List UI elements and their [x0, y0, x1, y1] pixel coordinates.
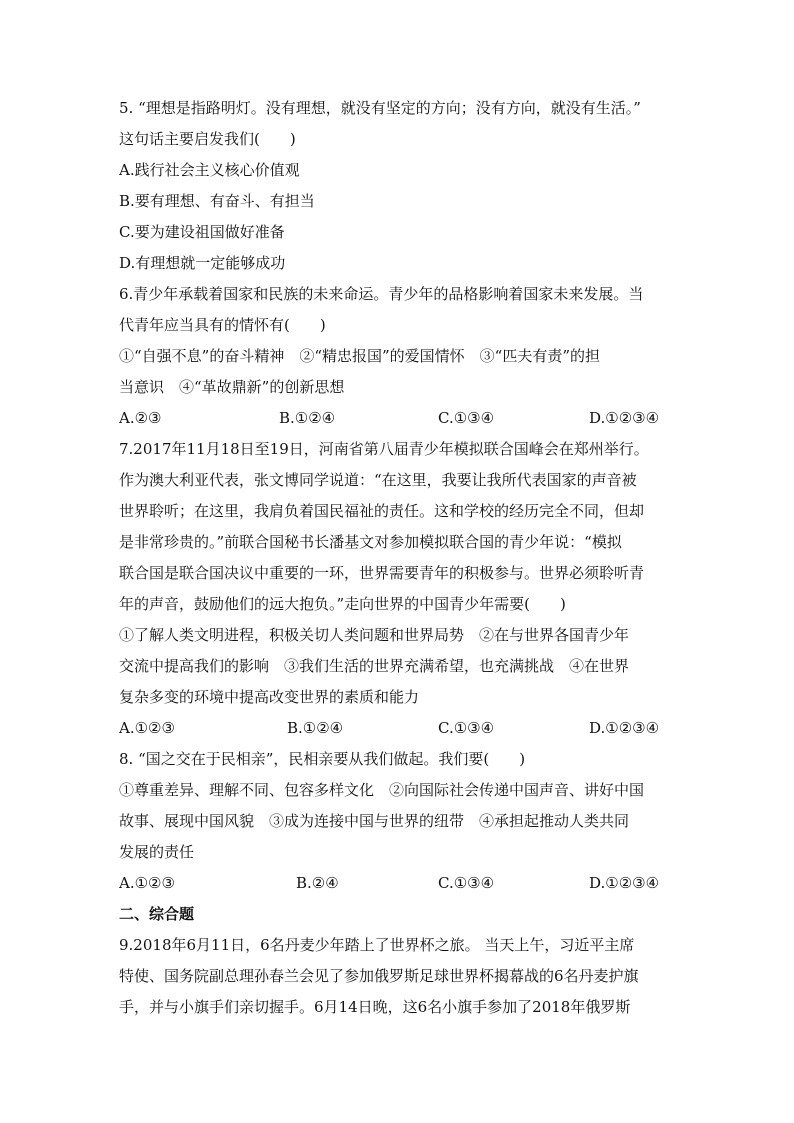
- question-stem-line: 是非常珍贵的。”前联合国秘书长潘基文对参加模拟联合国的青少年说：“模拟: [119, 533, 622, 551]
- option-a: A.②③: [119, 409, 162, 427]
- option-b: B.①②④: [279, 409, 336, 427]
- question-6: [119, 279, 679, 434]
- question-statement-line: 当意识 ④“革故鼎新”的创新思想: [119, 378, 345, 396]
- question-7: [119, 434, 679, 744]
- question-stem-line: 9.2018年6月11日，6名丹麦少年踏上了世界杯之旅。 当天上午，习近平主席: [119, 936, 635, 954]
- question-statement-line: 复杂多变的环境中提高改变世界的素质和能力: [119, 688, 420, 706]
- question-stem-line: 5. “理想是指路明灯。没有理想，就没有坚定的方向；没有方向，就没有生活。”: [119, 99, 641, 117]
- question-stem-line: 这句话主要启发我们( ): [119, 130, 296, 148]
- options-row: [119, 868, 679, 899]
- question-stem-line: 世界聆听；在这里，我肩负着国民福祉的责任。这和学校的经历完全不同，但却: [119, 502, 645, 520]
- question-statement-line: 交流中提高我们的影响 ③我们生活的世界充满希望，也充满挑战 ④在世界: [119, 657, 630, 675]
- option-c: C.①③④: [438, 874, 495, 892]
- question-statement-line: 故事、展现中国风貌 ③成为连接中国与世界的纽带 ④承担起推动人类共同: [119, 812, 630, 830]
- question-8: [119, 744, 679, 899]
- question-stem-line: 年的声音，鼓励他们的远大抱负。”走向世界的中国青少年需要( ): [119, 595, 566, 613]
- question-statement-line: ①尊重差异、理解不同、包容多样文化 ②向国际社会传递中国声音、讲好中国: [119, 781, 645, 799]
- question-statement-line: 发展的责任: [119, 843, 195, 861]
- option-c: C.①③④: [438, 409, 495, 427]
- option-a: A.①②③: [119, 874, 175, 892]
- option-a: A.①②③: [119, 719, 175, 737]
- document-content: [119, 93, 679, 1023]
- question-stem-line: 手，并与小旗手们亲切握手。6月14日晚，这6名小旗手参加了2018年俄罗斯: [119, 998, 631, 1016]
- option-d: D.①②③④: [589, 874, 660, 892]
- question-stem-line: 8. “国之交在于民相亲”，民相亲要从我们做起。我们要( ): [119, 750, 526, 768]
- question-stem-line: 作为澳大利亚代表，张文博同学说道：“在这里，我要让我所代表国家的声音被: [119, 471, 637, 489]
- question-stem-line: 代青年应当具有的情怀有( ): [119, 316, 326, 334]
- option-d: D.①②③④: [589, 719, 660, 737]
- question-9: [119, 930, 679, 1023]
- question-stem-line: 6.青少年承载着国家和民族的未来命运。青少年的品格影响着国家未来发展。当: [119, 285, 644, 303]
- choice-d: D.有理想就一定能够成功: [119, 254, 286, 272]
- options-row: [119, 403, 679, 434]
- option-b: B.①②④: [287, 719, 344, 737]
- choice-c: C.要为建设祖国做好准备: [119, 223, 285, 241]
- option-d: D.①②③④: [589, 409, 660, 427]
- choice-a: A.践行社会主义核心价值观: [119, 161, 300, 179]
- question-stem-line: 联合国是联合国决议中重要的一环，世界需要青年的积极参与。世界必须聆听青: [119, 564, 645, 582]
- option-b: B.②④: [296, 874, 339, 892]
- choice-b: B.要有理想、有奋斗、有担当: [119, 192, 315, 210]
- question-statement-line: ①了解人类文明进程，积极关切人类问题和世界局势 ②在与世界各国青少年: [119, 626, 630, 644]
- question-stem-line: 特使、国务院副总理孙春兰会见了参加俄罗斯足球世界杯揭幕战的6名丹麦护旗: [119, 967, 639, 985]
- options-row: [119, 713, 679, 744]
- option-c: C.①③④: [438, 719, 495, 737]
- section-heading: 二、综合题: [119, 905, 195, 923]
- question-statement-line: ①“自强不息”的奋斗精神 ②“精忠报国”的爱国情怀 ③“匹夫有责”的担: [119, 347, 601, 365]
- question-stem-line: 7.2017年11月18日至19日，河南省第八届青少年模拟联合国峰会在郑州举行。: [119, 440, 649, 458]
- question-5: [119, 93, 679, 279]
